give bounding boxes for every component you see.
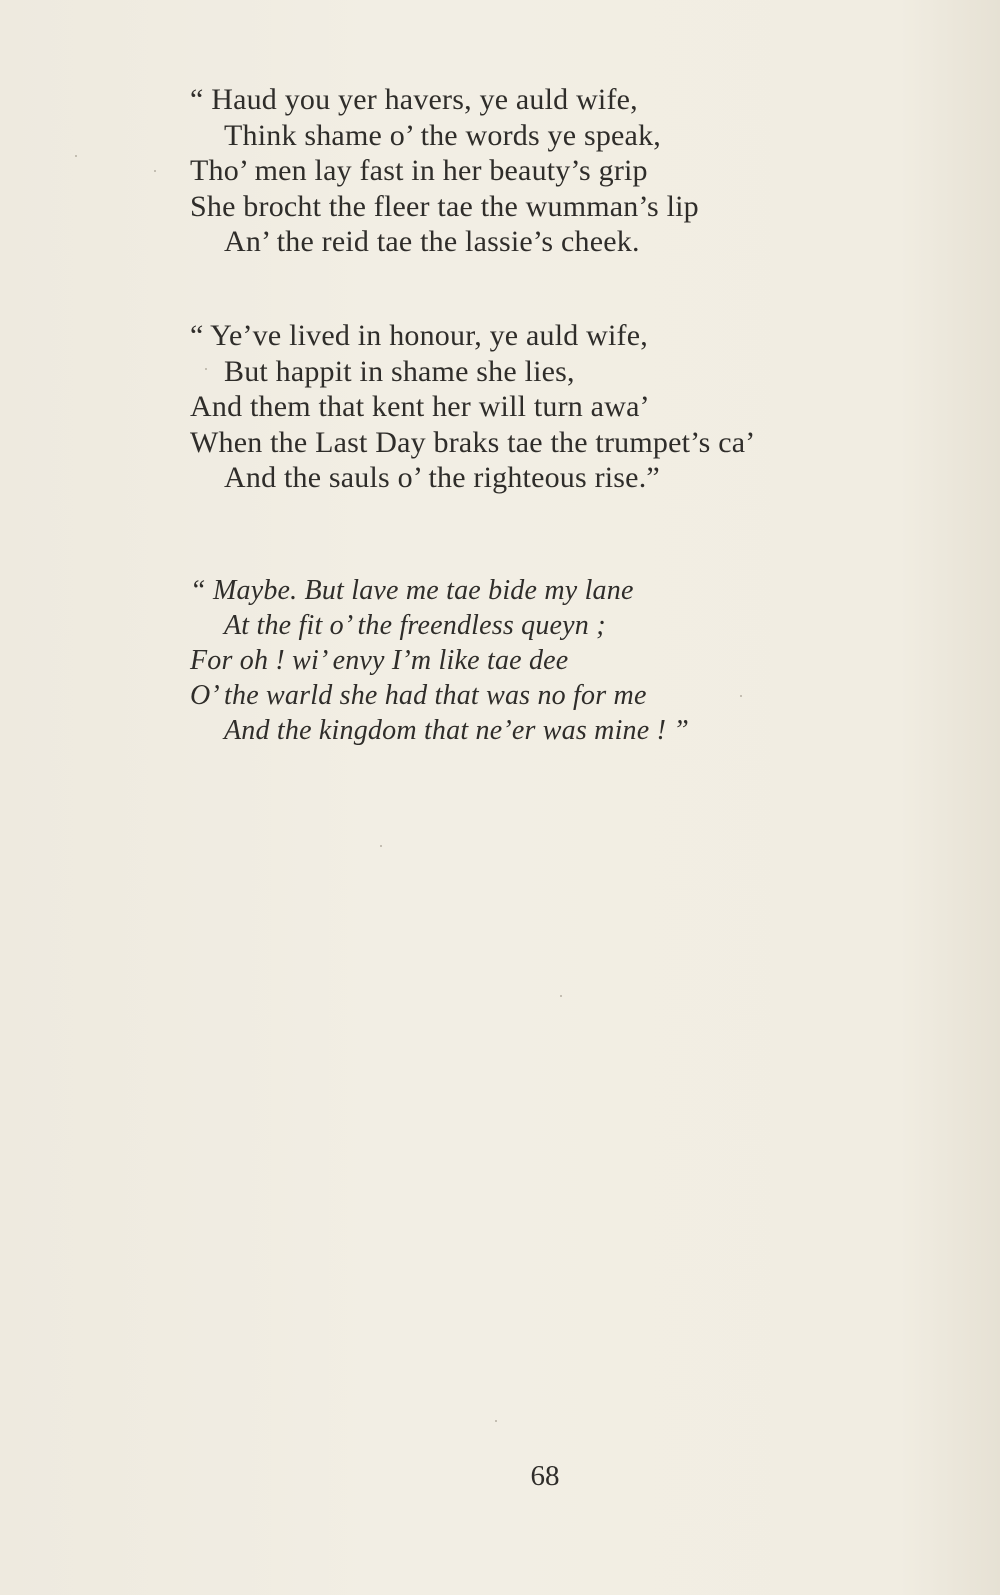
paper-speck — [740, 695, 742, 697]
stanza-1 — [190, 82, 950, 260]
stanza-1-line-4: She brocht the fleer tae the wumman’s lip — [190, 189, 699, 223]
stanza-3-line-4: O’ the warld she had that was no for me — [190, 680, 647, 711]
stanza-3 — [190, 573, 950, 748]
stanza-3-line-5: And the kingdom that ne’er was mine ! ” — [224, 715, 690, 746]
paper-speck — [75, 155, 77, 157]
stanza-1-line-5: An’ the reid tae the lassie’s cheek. — [224, 225, 640, 258]
paper-speck — [560, 995, 562, 997]
stanza-3-line-3: For oh ! wi’ envy I’m like tae dee — [190, 645, 569, 676]
stanza-3-line-2: At the fit o’ the freendless queyn ; — [224, 610, 606, 641]
stanza-3-line-1: “ Maybe. But lave me tae bide my lane — [190, 575, 634, 606]
page-number: 68 — [530, 1460, 560, 1492]
stanza-2-line-4: When the Last Day braks tae the trumpet’s ca’ — [190, 425, 756, 459]
stanza-1-line-1: “ Haud you yer havers, ye auld wife, — [190, 83, 638, 116]
stanza-2 — [190, 318, 950, 496]
stanza-2-line-1: “ Ye’ve lived in honour, ye auld wife, — [190, 319, 648, 352]
paper-speck — [154, 170, 156, 172]
stanza-2-line-5: And the sauls o’ the righteous rise.” — [224, 461, 660, 494]
stanza-1-line-3: Tho’ men lay fast in her beauty’s grip — [190, 154, 648, 187]
paper-speck — [380, 845, 382, 847]
stanza-1-line-2: Think shame o’ the words ye speak, — [224, 118, 661, 152]
paper-speck — [495, 1420, 497, 1422]
stanza-2-line-2: But happit in shame she lies, — [224, 354, 575, 388]
stanza-2-line-3: And them that kent her will turn awa’ — [190, 390, 650, 423]
paper-speck — [205, 368, 207, 370]
